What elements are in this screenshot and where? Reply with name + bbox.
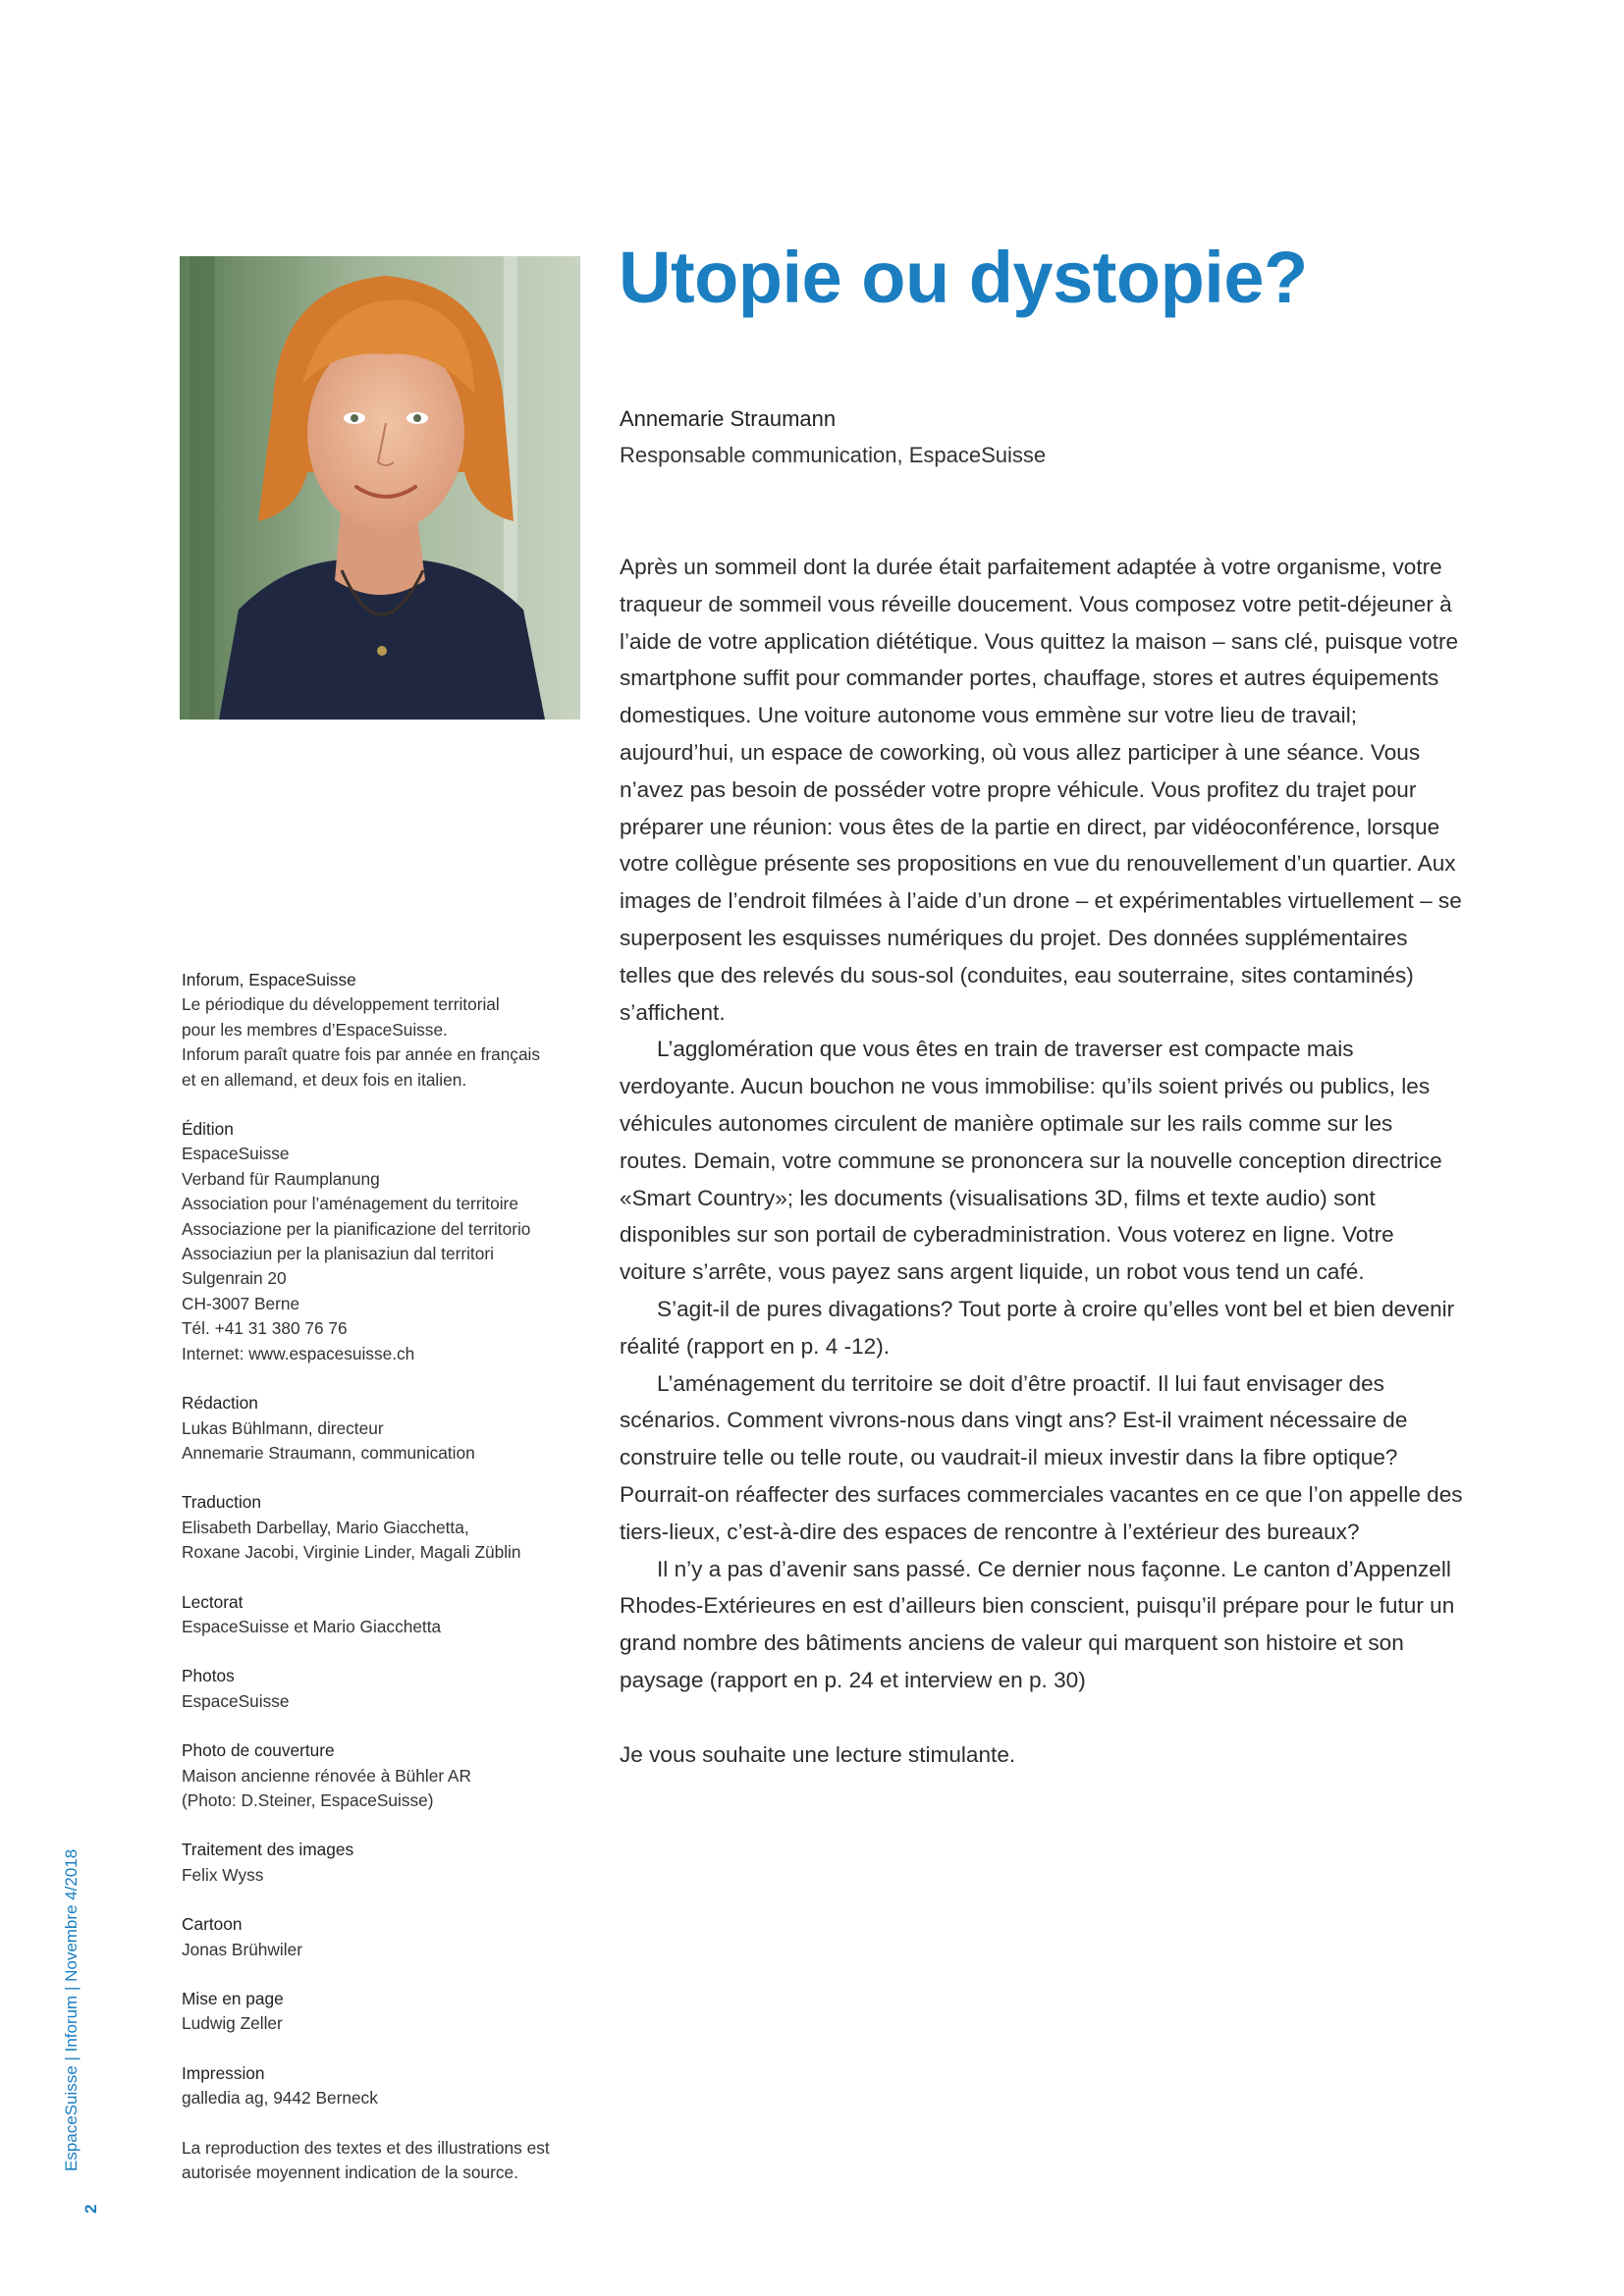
colophon-line: Associazione per la pianificazione del territorio [182,1218,531,1239]
colophon-heading: Inforum, EspaceSuisse [182,970,356,989]
colophon-section-cover-photo [182,1738,574,1813]
running-footer-credit: EspaceSuisse | Inforum | Novembre 4/2018 [62,1848,81,2171]
article-paragraph: Il n’y a pas d’avenir sans passé. Ce dernier nous façonne. Le canton d’Appenzell Rhodes-Extérieures en est d’ailleurs bien conscient, puisqu’il prépare pour le futur un grand nombre des bâtiments anciens de valeur qui marquent son histoire et son paysage (rapport en p. 24 et interview en p. 30) [620,1556,1455,1692]
colophon-heading: Impression [182,2062,265,2083]
colophon-line: pour les membres d’EspaceSuisse. [182,1019,448,1040]
article-title: Utopie ou dystopie? [619,237,1308,318]
colophon-line: Internet: www.espacesuisse.ch [182,1343,415,1363]
colophon-section-layout [182,1987,574,2037]
colophon-heading: Édition [182,1119,234,1140]
colophon-heading: Traitement des images [182,1840,354,1860]
colophon-section-redaction [182,1391,574,1466]
colophon-line: Le périodique du développement territorial [182,994,500,1015]
author-portrait-photo [180,256,580,720]
colophon-intro [182,968,574,1093]
author-role: Responsable communication, EspaceSuisse [620,443,1047,467]
article-paragraph: L’agglomération que vous êtes en train de traverser est compacte mais verdoyante. Aucun bouchon ne vous immobilise: qu’ils soient privés ou publics, les véhicules autonomes circulent de manière optimale sur les rails comme sur les routes. Demain, votre commune se prononcera sur la nouvelle conception directrice «Smart Country»; les documents (visualisations 3D, films et texte audio) sont disponibles sur son portail de cyberadministration. Vous voterez en ligne. Votre voiture s’arrête, vous payez sans argent liquide, un robot vous tend un café. [620,1037,1442,1285]
colophon-line: Associaziun per la planisaziun dal territori [182,1244,494,1264]
article-closing: Je vous souhaite une lecture stimulante. [620,1741,1016,1767]
colophon-line: Annemarie Straumann, communication [182,1442,475,1463]
colophon-line: autorisée moyennent indication de la source. [182,2163,518,2183]
colophon-heading: Mise en page [182,1989,284,2008]
colophon-heading: Rédaction [182,1393,258,1414]
colophon-line: Verband für Raumplanung [182,1168,380,1189]
colophon-line: CH-3007 Berne [182,1293,300,1313]
article-paragraph: Après un sommeil dont la durée était parfaitement adaptée à votre organisme, votre traqueur de sommeil vous réveille doucement. Vous composez votre petit-déjeuner à l’aide de votre application diététique. Vous quittez la maison – sans clé, puisque votre smartphone suffit pour commander portes, chauffage, stores et autres équipements domestiques. Une voiture autonome vous emmène sur votre lieu de travail; aujourd’hui, un espace de coworking, où vous allez participer à une séance. Vous n’avez pas besoin de posséder votre propre véhicule. Vous profitez du trajet pour préparer une réunion: vous êtes de la partie en direct, par vidéoconférence, lorsque votre collègue présente ses propositions en vue du renouvellement d’un quartier. Aux images de l’endroit filmées à l’aide d’un drone – et expérimentables virtuellement – se superposent les esquisses numériques du projet. Des données supplémentaires telles que des relevés du sous-sol (conduites, eau souterraine, sites contaminés) s’affichent. [620,555,1462,1025]
colophon-line: EspaceSuisse [182,1144,290,1164]
colophon-line: Lukas Bühlmann, directeur [182,1417,384,1438]
colophon-section-photos [182,1664,574,1714]
colophon-section-cartoon [182,1912,574,1962]
colophon-heading: Photos [182,1666,235,1686]
article-body [620,549,1464,1773]
colophon-heading: Traduction [182,1492,262,1513]
colophon-line: Felix Wyss [182,1864,264,1885]
colophon-heading: Photo de couverture [182,1740,335,1761]
colophon-line: EspaceSuisse [182,1690,290,1711]
colophon-line: La reproduction des textes et des illustrations est [182,2137,550,2158]
colophon-line: Tél. +41 31 380 76 76 [182,1318,348,1339]
page-number: 2 [81,2204,100,2214]
colophon-heading: Cartoon [182,1914,243,1935]
colophon-line: (Photo: D.Steiner, EspaceSuisse) [182,1789,434,1810]
colophon-line: Association pour l’aménagement du territoire [182,1194,518,1214]
colophon-line: Ludwig Zeller [182,2013,283,2034]
colophon-line: et en allemand, et deux fois en italien. [182,1069,467,1090]
colophon-section-lectorat [182,1590,574,1640]
colophon-heading: Lectorat [182,1591,244,1612]
colophon-line: Maison ancienne rénovée à Bühler AR [182,1765,471,1786]
article-paragraph: S’agit-il de pures divagations? Tout porte à croire qu’elles vont bel et bien devenir réalité (rapport en p. 4 -12). [620,1296,1455,1359]
colophon-line: Elisabeth Darbellay, Mario Giacchetta, [182,1517,469,1537]
colophon-line: galledia ag, 9442 Berneck [182,2088,378,2109]
author-name: Annemarie Straumann [620,406,837,431]
colophon-line: Roxane Jacobi, Virginie Linder, Magali Züblin [182,1542,521,1563]
colophon-section-printing [182,2061,574,2111]
colophon-line: Sulgenrain 20 [182,1268,287,1289]
colophon [182,968,574,2210]
colophon-section-image-processing [182,1838,574,1888]
colophon-line: Jonas Brühwiler [182,1939,302,1959]
colophon-line: Inforum paraît quatre fois par année en français [182,1044,541,1065]
colophon-line: EspaceSuisse et Mario Giacchetta [182,1616,442,1636]
article-paragraph: L’aménagement du territoire se doit d’être proactif. Il lui faut envisager des scénarios. Comment vivrons-nous dans vingt ans? Est-il vraiment nécessaire de construire telle ou telle route, ou vaudrait-il mieux investir dans la fibre optique? Pourrait-on réaffecter des surfaces commerciales vacantes en ce que l’on appelle des tiers-lieux, c’est-à-dire des espaces de rencontre à l’extérieur des bureaux? [620,1370,1463,1544]
colophon-section-traduction [182,1490,574,1565]
colophon-section-edition [182,1117,574,1366]
colophon-footer [182,2136,574,2186]
